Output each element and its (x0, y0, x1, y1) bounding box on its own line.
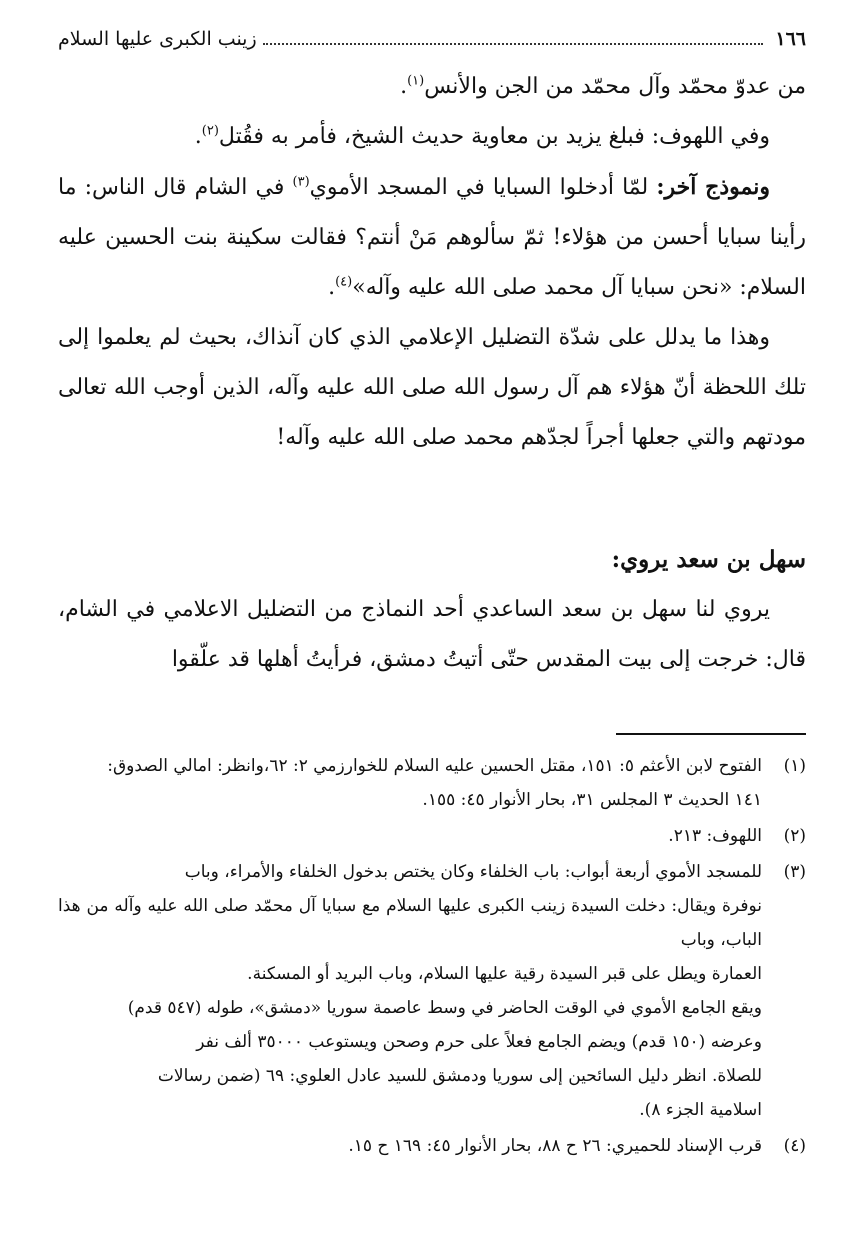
footnote-number: (٤) (783, 1136, 806, 1156)
footnote-line: للمسجد الأموي أربعة أبواب: باب الخلفاء وكان يختص بدخول الخلفاء والأمراء، وباب (184, 862, 762, 882)
footnote-line: قرب الإسناد للحميري: ٢٦ ح ٨٨، بحار الأنوار ٤٥: ١٦٩ ح ١٥. (348, 1136, 762, 1156)
footnote-line: ١٤١ الحديث ٣ المجلس ٣١، بحار الأنوار ٤٥: ١٥٥. (422, 790, 762, 810)
paragraph-5-text: يروي لنا سهل بن سعد الساعدي أحد النماذج من التضليل الاعلامي في الشام، قال: خرجت إلى بيت المقدس حتّى أتيتُ دمشق، فرأيتُ أهلها قد علّقوا (58, 597, 806, 672)
header-dot-leader (263, 42, 764, 45)
book-title: زينب الكبرى عليها السلام (58, 28, 257, 50)
footnote-4 (58, 1129, 806, 1163)
footnote-2 (58, 819, 806, 853)
main-text (58, 62, 806, 685)
paragraph-2: وفي اللهوف: فبلغ يزيد بن معاوية حديث الشيخ، فأمر به فقُتل$^{(٢)}$. (194, 123, 770, 149)
footnote-line: الفتوح لابن الأعثم ٥: ١٥١، مقتل الحسين عليه السلام للخوارزمي ٢: ٦٢،وانظر: امالي الصدوق: (107, 756, 762, 776)
footnote-line: نوفرة ويقال: دخلت السيدة زينب الكبرى عليها السلام مع سبايا آل محمّد صلى الله عليه وآله من هذا الباب، وباب (58, 896, 762, 950)
section-heading: سهل بن سعد يروي: (611, 546, 806, 573)
footnote-body (58, 855, 762, 1127)
footnote-line: ويقع الجامع الأموي في الوقت الحاضر في وسط عاصمة سوريا «دمشق»، طوله (٥٤٧ قدم) (127, 998, 762, 1018)
paragraph-1-text: من عدوّ محمّد وآل محمّد من الجن والأنس (424, 74, 806, 99)
footnote-3 (58, 855, 806, 1127)
page-number: ١٦٦ (775, 28, 806, 50)
paragraph-4 (58, 313, 806, 463)
running-header (58, 28, 806, 62)
footnote-line: وعرضه (١٥٠ قدم) ويضم الجامع فعلاً على حرم وصحن ويستوعب ٣٥٠٠٠ ألف نفر (196, 1032, 762, 1052)
paragraph-3-text-b: في الشام قال الناس: ما رأينا سبايا أحسن من هؤلاء! ثمّ سألوهم مَنْ أنتم؟ فقالت سكينة بنت الحسين عليه السلام: «نحن سبايا آل محمد صلى الله عليه وآله» (58, 175, 806, 300)
footnote-body (58, 749, 762, 817)
paragraph-5 (58, 585, 806, 685)
footnote-ref-4[interactable]: (٤) (335, 274, 353, 290)
footnote-body (58, 819, 762, 853)
paragraph-3-text-a: لمّا أدخلوا السبايا في المسجد الأموي (309, 175, 657, 200)
paragraph-3: ونموذج آخر: لمّا أدخلوا السبايا في المسجد الأموي$^{(٣)}$ في الشام قال الناس: ما رأينا سبايا أحسن من هؤلاء! ثمّ سألوهم مَنْ أنتم؟ فقالت سكينة بنت الحسين عليه السلام: «نحن سبايا آل محمد صلى الله عليه وآله»$^{(٤)}$. (58, 174, 806, 300)
footnote-separator (616, 733, 806, 735)
footnote-line: اللهوف: ٢١٣. (668, 826, 762, 846)
footnote-ref-3[interactable]: (٣) (292, 174, 310, 190)
footnote-number: (٢) (783, 826, 806, 846)
footnote-ref-2[interactable]: (٢) (201, 123, 219, 139)
footnotes (58, 749, 806, 1163)
footnote-number: (١) (783, 756, 806, 776)
paragraph-2-text: وفي اللهوف: فبلغ يزيد بن معاوية حديث الشيخ، فأمر به فقُتل (218, 124, 770, 149)
footnote-body (58, 1129, 762, 1163)
footnote-line: اسلامية الجزء ٨). (639, 1100, 762, 1120)
book-page (58, 28, 806, 1165)
paragraph-3-lead: ونموذج آخر: (656, 174, 770, 200)
footnote-ref-1[interactable]: (١) (407, 73, 425, 89)
footnote-line: للصلاة. انظر دليل السائحين إلى سوريا ودمشق للسيد عادل العلوي: ٦٩ (ضمن رسالات (157, 1066, 762, 1086)
footnote-line: العمارة ويطل على قبر السيدة رقية عليها السلام، وباب البريد أو المسكنة. (247, 964, 762, 984)
paragraph-4-text: وهذا ما يدلل على شدّة التضليل الإعلامي الذي كان آنذاك، بحيث لم يعلموا إلى تلك اللحظة أنّ هؤلاء هم آل رسول الله صلى الله عليه وآله، الذين أوجب الله تعالى مودتهم والتي جعلها أجراً لجدّهم محمد صلى الله عليه وآله! (58, 325, 807, 450)
paragraph-1: من عدوّ محمّد وآل محمّد من الجن والأنس$^{(١)}$. (400, 73, 806, 99)
footnote-1 (58, 749, 806, 817)
footnote-number: (٣) (783, 862, 806, 882)
